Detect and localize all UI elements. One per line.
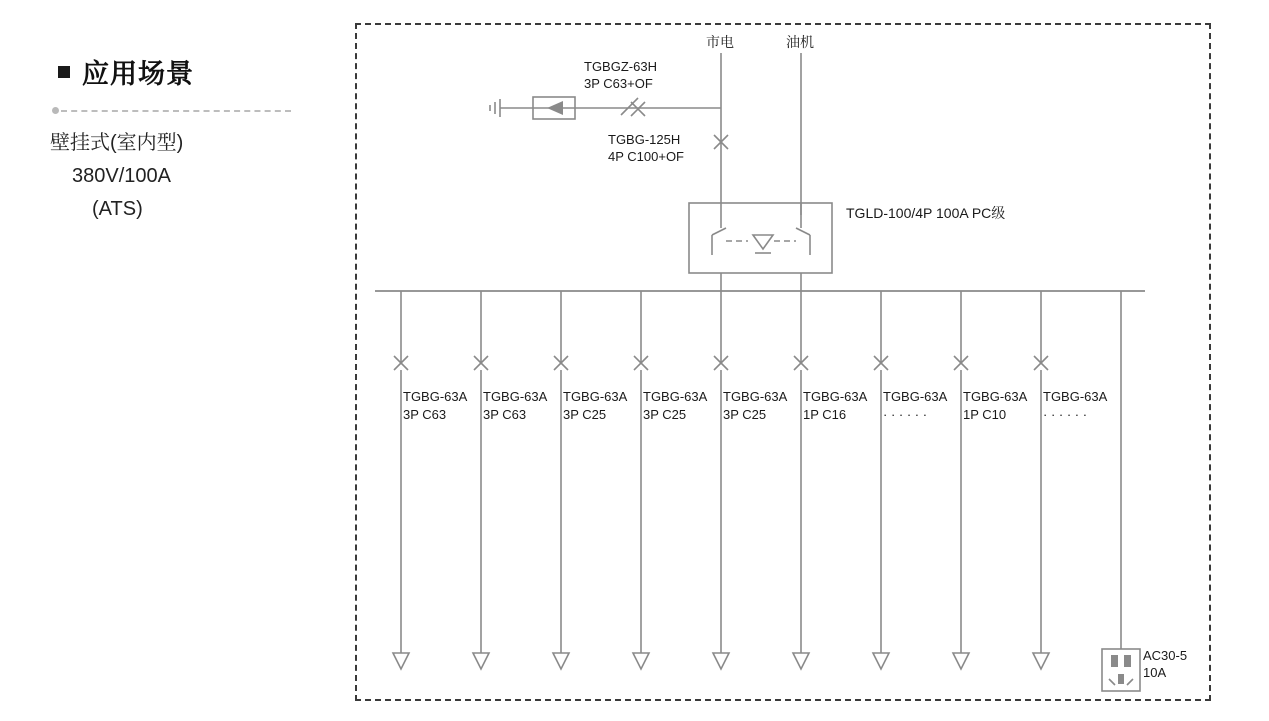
spd-triangle-icon xyxy=(547,101,563,115)
way-7-model: TGBG-63A xyxy=(883,389,948,404)
socket-earth-slot xyxy=(1118,674,1124,684)
way-6-spec: 1P C16 xyxy=(803,407,847,422)
way-2-spec: 3P C63 xyxy=(483,407,527,422)
way-4-load-arrow xyxy=(633,653,649,669)
panel-heading-text: 应用场景 xyxy=(82,59,194,89)
way-1-spec: 3P C63 xyxy=(403,407,447,422)
square-bullet-icon xyxy=(58,66,70,78)
panel-line-3: (ATS) xyxy=(92,198,143,220)
source-label-generator: 油机 xyxy=(786,34,814,50)
ats-controller-triangle-icon xyxy=(753,235,773,249)
way-7-load-arrow xyxy=(873,653,889,669)
divider-line xyxy=(61,110,291,112)
way-2-model: TGBG-63A xyxy=(483,389,548,404)
ats-left-contact xyxy=(712,228,726,235)
socket-model: AC30-5 xyxy=(1143,648,1188,663)
socket-slot-2 xyxy=(1124,655,1131,667)
panel-line-1: 壁挂式(室内型) xyxy=(50,132,184,154)
way-1-model: TGBG-63A xyxy=(403,389,468,404)
way-8-load-arrow xyxy=(953,653,969,669)
main-breaker-spec: 4P C100+OF xyxy=(608,149,685,164)
divider xyxy=(40,107,320,114)
main-breaker-model: TGBG-125H xyxy=(608,132,681,147)
way-3-model: TGBG-63A xyxy=(563,389,628,404)
way-5-load-arrow xyxy=(713,653,729,669)
way-4-model: TGBG-63A xyxy=(643,389,708,404)
way-2-load-arrow xyxy=(473,653,489,669)
way-5-model: TGBG-63A xyxy=(723,389,788,404)
way-1-load-arrow xyxy=(393,653,409,669)
source-label-mains: 市电 xyxy=(706,34,734,50)
socket-body xyxy=(1102,649,1140,691)
way-4-spec: 3P C25 xyxy=(643,407,687,422)
divider-dot-icon xyxy=(52,107,59,114)
way-9-spec: · · · · · · xyxy=(1043,407,1088,422)
ats-label: TGLD-100/4P 100A PC级 xyxy=(846,205,1006,221)
way-9-model: TGBG-63A xyxy=(1043,389,1108,404)
socket-slot-1 xyxy=(1111,655,1118,667)
way-8-model: TGBG-63A xyxy=(963,389,1028,404)
panel-line-2: 380V/100A xyxy=(72,165,171,187)
socket-rating: 10A xyxy=(1143,665,1167,680)
incomer-breaker-model: TGBGZ-63H xyxy=(584,59,657,74)
single-line-diagram xyxy=(355,23,1211,701)
way-3-load-arrow xyxy=(553,653,569,669)
way-6-model: TGBG-63A xyxy=(803,389,868,404)
panel-heading xyxy=(40,52,320,91)
way-6-load-arrow xyxy=(793,653,809,669)
way-3-spec: 3P C25 xyxy=(563,407,607,422)
ats-right-contact xyxy=(796,228,810,235)
way-8-spec: 1P C10 xyxy=(963,407,1007,422)
way-7-spec: · · · · · · xyxy=(883,407,928,422)
way-5-spec: 3P C25 xyxy=(723,407,767,422)
incomer-breaker-spec: 3P C63+OF xyxy=(584,76,653,91)
left-info-panel xyxy=(40,52,320,221)
way-9-load-arrow xyxy=(1033,653,1049,669)
